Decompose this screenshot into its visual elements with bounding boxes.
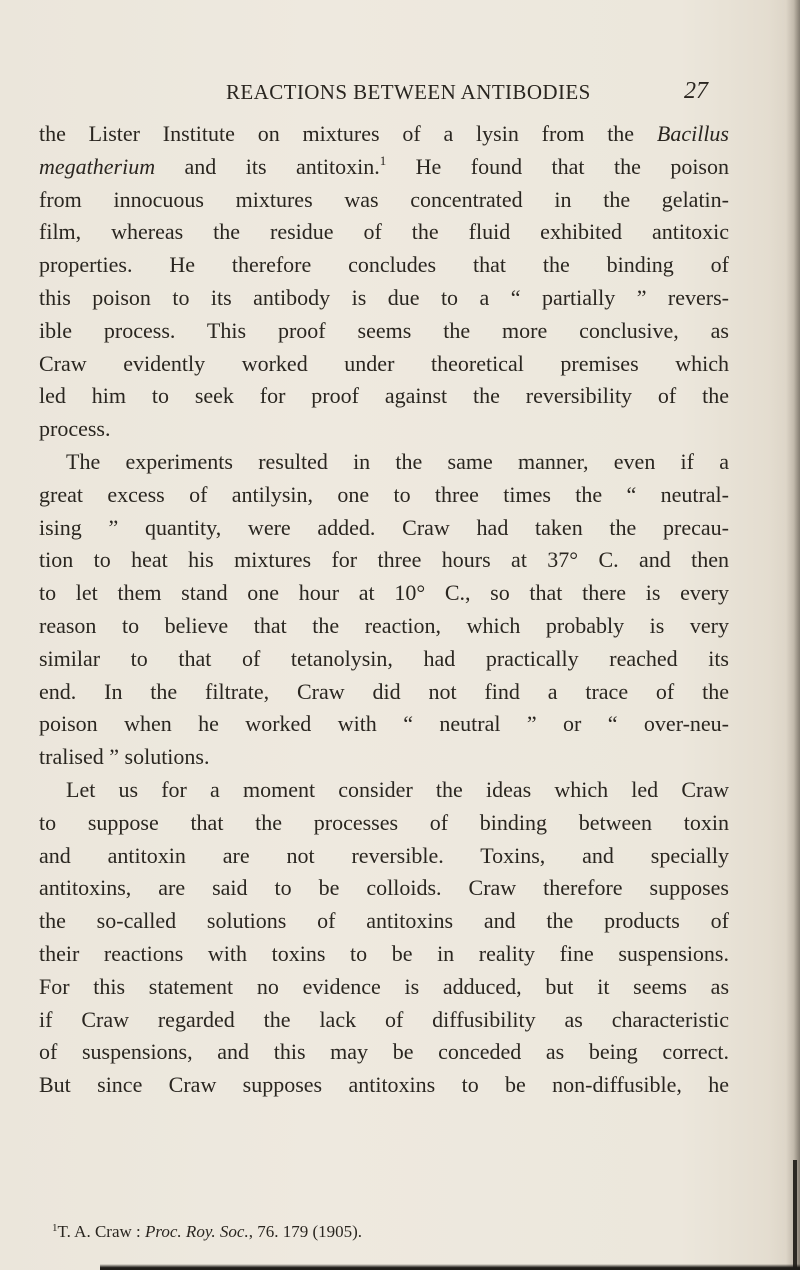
text-run: But since Craw supposes antitoxins to be non-diffusible, he — [39, 1072, 729, 1098]
body-text — [39, 118, 729, 1102]
text-run: Let us for a moment consider the ideas which led Craw — [66, 776, 729, 802]
text-run: ising ” quantity, were added. Craw had taken the precau- — [39, 514, 729, 540]
text-run: great excess of antilysin, one to three times the “ neutral- — [39, 481, 729, 507]
italic-text: Bacillus — [656, 121, 729, 146]
footnote-author: T. A. Craw : — [57, 1222, 146, 1241]
text-run: tion to heat his mixtures for three hours at 37° C. and then — [39, 547, 729, 573]
text-run: their reactions with toxins to be in reality fine suspensions. — [39, 940, 729, 966]
text-run: tralised ” solutions. — [39, 744, 210, 770]
text-run: reason to believe that the reaction, which probably is very — [39, 612, 729, 638]
text-line — [39, 741, 729, 774]
text-line — [39, 774, 729, 807]
text-run: the so-called solutions of antitoxins and the products of — [39, 908, 729, 934]
text-line — [39, 676, 729, 709]
text-line — [39, 905, 729, 938]
text-run: poison when he worked with “ neutral ” or “ over-neu- — [39, 711, 729, 737]
text-run: antitoxins, are said to be colloids. Craw therefore supposes — [39, 875, 729, 901]
text-run: He found that the poison — [386, 153, 729, 179]
text-run: Craw evidently worked under theoretical premises which — [39, 350, 729, 376]
text-line — [39, 512, 729, 545]
text-line — [39, 118, 729, 151]
text-run: properties. He therefore concludes that the binding of — [39, 252, 729, 278]
text-line — [39, 1036, 729, 1069]
running-title: REACTIONS BETWEEN ANTIBODIES — [226, 80, 591, 104]
text-line — [39, 151, 729, 184]
text-run: process. — [39, 416, 111, 442]
text-run: led him to seek for proof against the reversibility of the — [39, 383, 729, 409]
text-line — [39, 643, 729, 676]
text-line — [39, 216, 729, 249]
text-run: from innocuous mixtures was concentrated in the gelatin- — [39, 186, 729, 212]
page-edge-mark — [793, 1160, 797, 1270]
text-run: The experiments resulted in the same manner, even if a — [66, 448, 729, 474]
text-line — [39, 249, 729, 282]
footnote-reference: 1 — [379, 152, 387, 168]
page-number: 27 — [684, 78, 708, 104]
text-line — [39, 282, 729, 315]
footnote-marker: 1 — [52, 1222, 58, 1234]
footnote — [52, 1222, 362, 1242]
text-line — [39, 348, 729, 381]
text-run: the Lister Institute on mixtures of a lysin from the — [39, 121, 657, 146]
text-run: and antitoxin are not reversible. Toxins, and specially — [39, 842, 729, 868]
text-line — [39, 184, 729, 217]
italic-text: megatherium — [39, 153, 156, 179]
page-edge-shadow — [786, 0, 800, 1270]
text-run: to let them stand one hour at 10° C., so that there is every — [39, 580, 729, 606]
text-run: similar to that of tetanolysin, had practically reached its — [39, 645, 729, 671]
text-run: and its antitoxin. — [155, 153, 380, 179]
text-line — [39, 1004, 729, 1037]
text-line — [39, 1069, 729, 1102]
bottom-edge-mark — [100, 1264, 800, 1270]
footnote-journal: Proc. Roy. Soc. — [145, 1222, 249, 1241]
text-run: if Craw regarded the lack of diffusibility as characteristic — [39, 1006, 729, 1032]
text-line — [39, 872, 729, 905]
text-line — [39, 708, 729, 741]
text-run: to suppose that the processes of binding between toxin — [39, 809, 729, 835]
text-run: of suspensions, and this may be conceded as being correct. — [39, 1039, 729, 1065]
text-line — [39, 380, 729, 413]
footnote-volume: , 76. 179 (1905). — [248, 1222, 363, 1241]
running-header — [0, 74, 800, 114]
text-line — [39, 938, 729, 971]
text-run: end. In the filtrate, Craw did not find a trace of the — [39, 678, 729, 704]
text-run: this poison to its antibody is due to a “ partially ” revers- — [39, 284, 729, 310]
text-run: For this statement no evidence is adduced, but it seems as — [39, 973, 729, 999]
text-run: ible process. This proof seems the more conclusive, as — [39, 317, 729, 343]
text-line — [39, 413, 729, 446]
text-line — [39, 315, 729, 348]
text-line — [39, 577, 729, 610]
text-line — [39, 544, 729, 577]
text-line — [39, 971, 729, 1004]
text-line — [39, 446, 729, 479]
text-line — [39, 610, 729, 643]
text-line — [39, 479, 729, 512]
text-run: film, whereas the residue of the fluid exhibited antitoxic — [39, 219, 729, 245]
text-line — [39, 840, 729, 873]
text-line — [39, 807, 729, 840]
